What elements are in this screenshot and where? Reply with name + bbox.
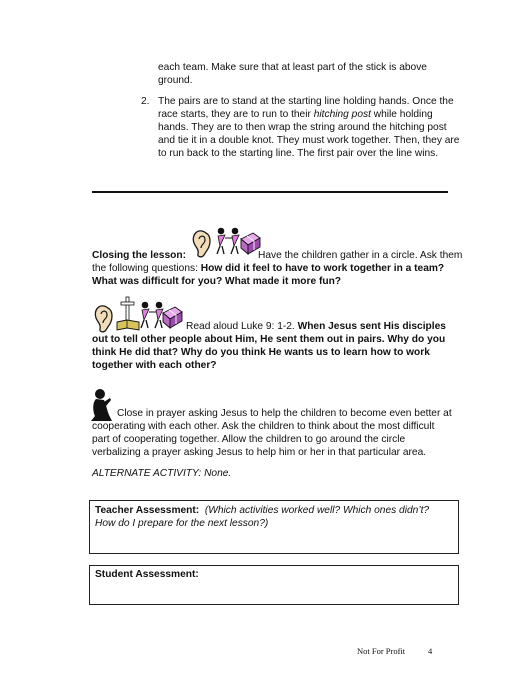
- reading-line2: out to tell other people about Him, He sent them out in pairs. Why do you: [92, 334, 446, 345]
- ear-icon: [92, 303, 116, 333]
- closing-line2: the following questions: How did it feel to have to work together in a team?: [92, 263, 445, 274]
- prayer-line3: part of cooperating together. Allow the children to go around the circle: [92, 434, 406, 445]
- hitching-post-term: hitching post: [313, 109, 371, 120]
- closing-line3: What was difficult for you? What made it more fun?: [92, 276, 342, 287]
- step2-line3: hands. They are to then wrap the string around the hitching post: [158, 122, 447, 133]
- footer-note: Not For Profit: [357, 646, 406, 656]
- reading-line4: together with each other?: [92, 360, 217, 371]
- step2-line2: race starts, they are to run to their hitching post while holding: [158, 109, 433, 120]
- teacher-assessment-label: Teacher Assessment:: [95, 505, 200, 516]
- closing-line1: Closing the lesson: Have the children gather in a circle. Ask them: [92, 250, 463, 261]
- step2-line5: to run back to the starting line. The first pair over the line wins.: [158, 148, 439, 159]
- step2-line4: and tie it in a double knot. They must work together. Then, they are: [158, 135, 460, 146]
- teacher-assessment-line2: How do I prepare for the next lesson?): [95, 518, 269, 529]
- step2-number: 2.: [141, 96, 150, 107]
- step1-line2: ground.: [158, 75, 193, 86]
- prayer-line4: verbalizing a prayer asking Jesus to help him or her in that particular area.: [92, 447, 427, 458]
- step1-line1: each team. Make sure that at least part of the stick is above: [158, 62, 427, 73]
- teacher-assessment-box[interactable]: [89, 500, 459, 554]
- gift-box-icon: [160, 304, 184, 330]
- student-assessment-box[interactable]: [89, 565, 459, 605]
- praying-child-icon: [90, 388, 116, 422]
- page-number: 4: [428, 646, 433, 656]
- reading-line1: Read aloud Luke 9: 1-2. When Jesus sent His disciples: [186, 321, 446, 332]
- prayer-line1: Close in prayer asking Jesus to help the children to become even better at: [117, 408, 452, 419]
- alternate-activity: ALTERNATE ACTIVITY: None.: [92, 468, 232, 479]
- student-assessment-label: Student Assessment:: [95, 569, 199, 580]
- prayer-line2: cooperating with each other. Ask the children to think about the most difficult: [92, 421, 435, 432]
- closing-label: Closing the lesson:: [92, 250, 186, 261]
- teacher-assessment-line1: Teacher Assessment: (Which activities worked well? Which ones didn’t?: [95, 505, 430, 516]
- section-divider: [92, 191, 448, 193]
- reading-line3: think He did that? Why do you think He wants us to learn how to work: [92, 347, 430, 358]
- step2-line1: The pairs are to stand at the starting line holding hands. Once the: [158, 96, 454, 107]
- bible-cross-icon: [116, 296, 140, 334]
